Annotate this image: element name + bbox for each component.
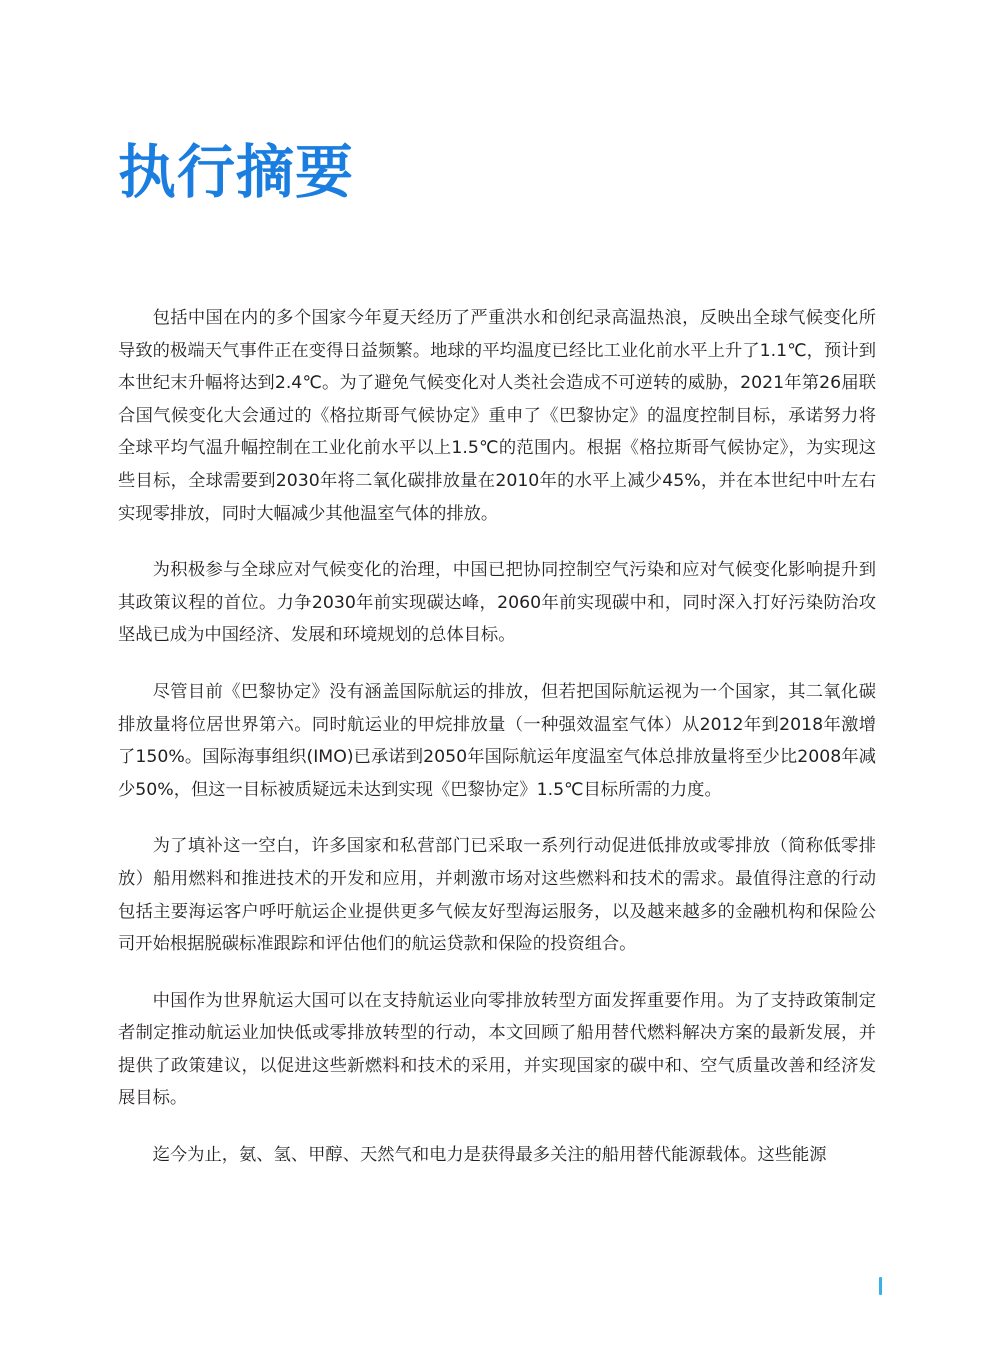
paragraph-china-policy: 为积极参与全球应对气候变化的治理，中国已把协同控制空气污染和应对气候变化影响提升到其政策议程的首位。力争2030年前实现碳达峰，2060年前实现碳中和，同时深入打好污染防治攻坚战已成为中国经济、发展和环境规划的总体目标。: [118, 560, 876, 646]
paragraph-shipping-emissions: 尽管目前《巴黎协定》没有涵盖国际航运的排放，但若把国际航运视为一个国家，其二氧化碳排放量将位居世界第六。同时航运业的甲烷排放量（一种强效温室气体）从2012年到2018年激增了150%。国际海事组织(IMO)已承诺到2050年国际航运年度温室气体总排放量将至少比2008年减少50%，但这一目标被质疑远未达到实现《巴黎协定》1.5℃目标所需的力度。: [118, 681, 876, 800]
paragraph-china-role: 中国作为世界航运大国可以在支持航运业向零排放转型方面发挥重要作用。为了支持政策制定者制定推动航运业加快低或零排放转型的行动，本文回顾了船用替代燃料解决方案的最新发展，并提供了政策建议，以促进这些新燃料和技术的采用，并实现国家的碳中和、空气质量改善和经济发展目标。: [118, 990, 876, 1109]
page-title: 执行摘要: [118, 138, 355, 206]
paragraph-industry-actions: 为了填补这一空白，许多国家和私营部门已采取一系列行动促进低排放或零排放（简称低零排放）船用燃料和推进技术的开发和应用，并刺激市场对这些燃料和技术的需求。最值得注意的行动包括主要海运客户呼吁航运企业提供更多气候友好型海运服务，以及越来越多的金融机构和保险公司开始根据脱碳标准跟踪和评估他们的航运贷款和保险的投资组合。: [118, 836, 876, 955]
page-marker: [879, 1277, 882, 1295]
body-text: [118, 302, 876, 1196]
paragraph-climate-background: 包括中国在内的多个国家今年夏天经历了严重洪水和创纪录高温热浪，反映出全球气候变化所导致的极端天气事件正在变得日益频繁。地球的平均温度已经比工业化前水平上升了1.1℃，预计到本世纪末升幅将达到2.4℃。为了避免气候变化对人类社会造成不可逆转的威胁，2021年第26届联合国气候变化大会通过的《格拉斯哥气候协定》重申了《巴黎协定》的温度控制目标，承诺努力将全球平均气温升幅控制在工业化前水平以上1.5℃的范围内。根据《格拉斯哥气候协定》，为实现这些目标，全球需要到2030年将二氧化碳排放量在2010年的水平上减少45%，并在本世纪中叶左右实现零排放，同时大幅减少其他温室气体的排放。: [118, 308, 876, 524]
paragraph-alternative-fuels: 迄今为止，氨、氢、甲醇、天然气和电力是获得最多关注的船用替代能源载体。这些能源: [152, 1145, 827, 1166]
